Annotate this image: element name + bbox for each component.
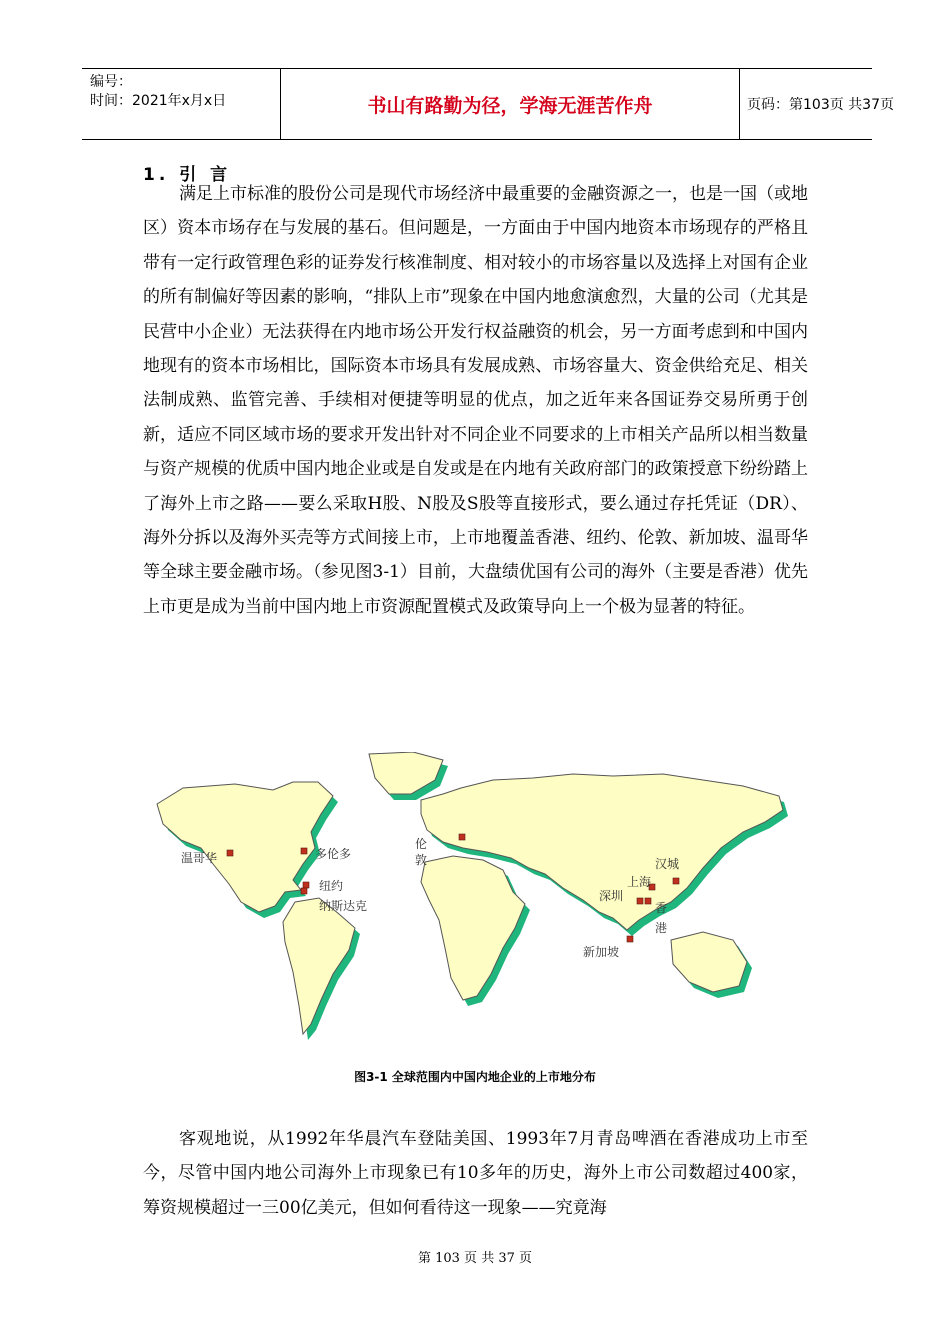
label-vancouver: 温哥华 bbox=[181, 851, 218, 865]
header-page-info: 页码：第103页 共37页 bbox=[747, 97, 894, 113]
label-hongkong-2: 港 bbox=[655, 921, 668, 935]
world-map-figure bbox=[143, 752, 808, 1057]
page-footer: 第 103 页 共 37 页 bbox=[417, 1251, 533, 1266]
section-heading: 1. 引 言 bbox=[143, 165, 232, 185]
marker-seoul bbox=[673, 878, 679, 884]
label-new-york: 纽约 bbox=[319, 879, 344, 893]
label-hongkong-1: 香 bbox=[655, 901, 668, 915]
body-paragraph: 客观地说，从1992年华晨汽车登陆美国、1993年7月青岛啤酒在香港成功上市至今，尽管中国内地公司海外上市现象已有10多年的历史，海外上市公司数超过400家，筹资规模超过一三00亿美元，但如何看待这一现象——究竟海 bbox=[143, 1129, 808, 1218]
marker-singapore bbox=[627, 936, 633, 942]
document-header bbox=[82, 68, 894, 140]
label-seoul: 汉城 bbox=[655, 857, 680, 871]
marker-nasdaq bbox=[301, 888, 307, 894]
header-motto: 书山有路勤为径，学海无涯苦作舟 bbox=[280, 69, 740, 139]
marker-new-york bbox=[303, 882, 309, 888]
label-shenzhen: 深圳 bbox=[599, 889, 624, 903]
intro-paragraph: 满足上市标准的股份公司是现代市场经济中最重要的金融资源之一，也是一国（或地区）资本市场存在与发展的基石。但问题是，一方面由于中国内地资本市场现存的严格且带有一定行政管理色彩的证券发行核准制度、相对较小的市场容量以及选择上对国有企业的所有制偏好等因素的影响，“排队上市”现象在中国内地愈演愈烈，大量的公司（尤其是民营中小企业）无法获得在内地市场公开发行权益融资的机会，另一方面考虑到和中国内地现有的资本市场相比，国际资本市场具有发展成熟、市场容量大、资金供给充足、相关法制成熟、监管完善、手续相对便捷等明显的优点，加之近年来各国证券交易所勇于创新，适应不同区域市场的要求开发出针对不同企业不同要求的上市相关产品所以相当数量与资产规模的优质中国内地企业或是自发或是在内地有关政府部门的政策授意下纷纷踏上了海外上市之路——要么采取H股、N股及S股等直接形式，要么通过存托凭证（DR）、海外分拆以及海外买壳等方式间接上市，上市地覆盖香港、纽约、伦敦、新加坡、温哥华等全球主要金融市场。（参见图3-1）目前，大盘绩优国有公司的海外（主要是香港）优先上市更是成为当前中国内地上市资源配置模式及政策导向上一个极为显著的特征。 bbox=[143, 184, 808, 617]
marker-hongkong bbox=[645, 898, 651, 904]
marker-toronto bbox=[301, 848, 307, 854]
africa bbox=[421, 856, 525, 1000]
date-label: 时间：2021年x月x日 bbox=[90, 93, 227, 109]
marker-shenzhen bbox=[637, 898, 643, 904]
label-london-1: 伦 bbox=[415, 837, 428, 851]
label-singapore: 新加坡 bbox=[583, 945, 620, 959]
number-label: 编号： bbox=[90, 74, 132, 90]
australia bbox=[671, 932, 747, 992]
marker-london bbox=[459, 834, 465, 840]
figure-caption: 图3-1 全球范围内中国内地企业的上市地分布 bbox=[354, 1070, 596, 1084]
label-shanghai: 上海 bbox=[627, 875, 652, 889]
marker-vancouver bbox=[227, 850, 233, 856]
label-london-2: 敦 bbox=[415, 853, 428, 867]
label-nasdaq: 纳斯达克 bbox=[319, 899, 368, 913]
header-meta bbox=[82, 69, 280, 139]
label-toronto: 多伦多 bbox=[315, 847, 352, 861]
